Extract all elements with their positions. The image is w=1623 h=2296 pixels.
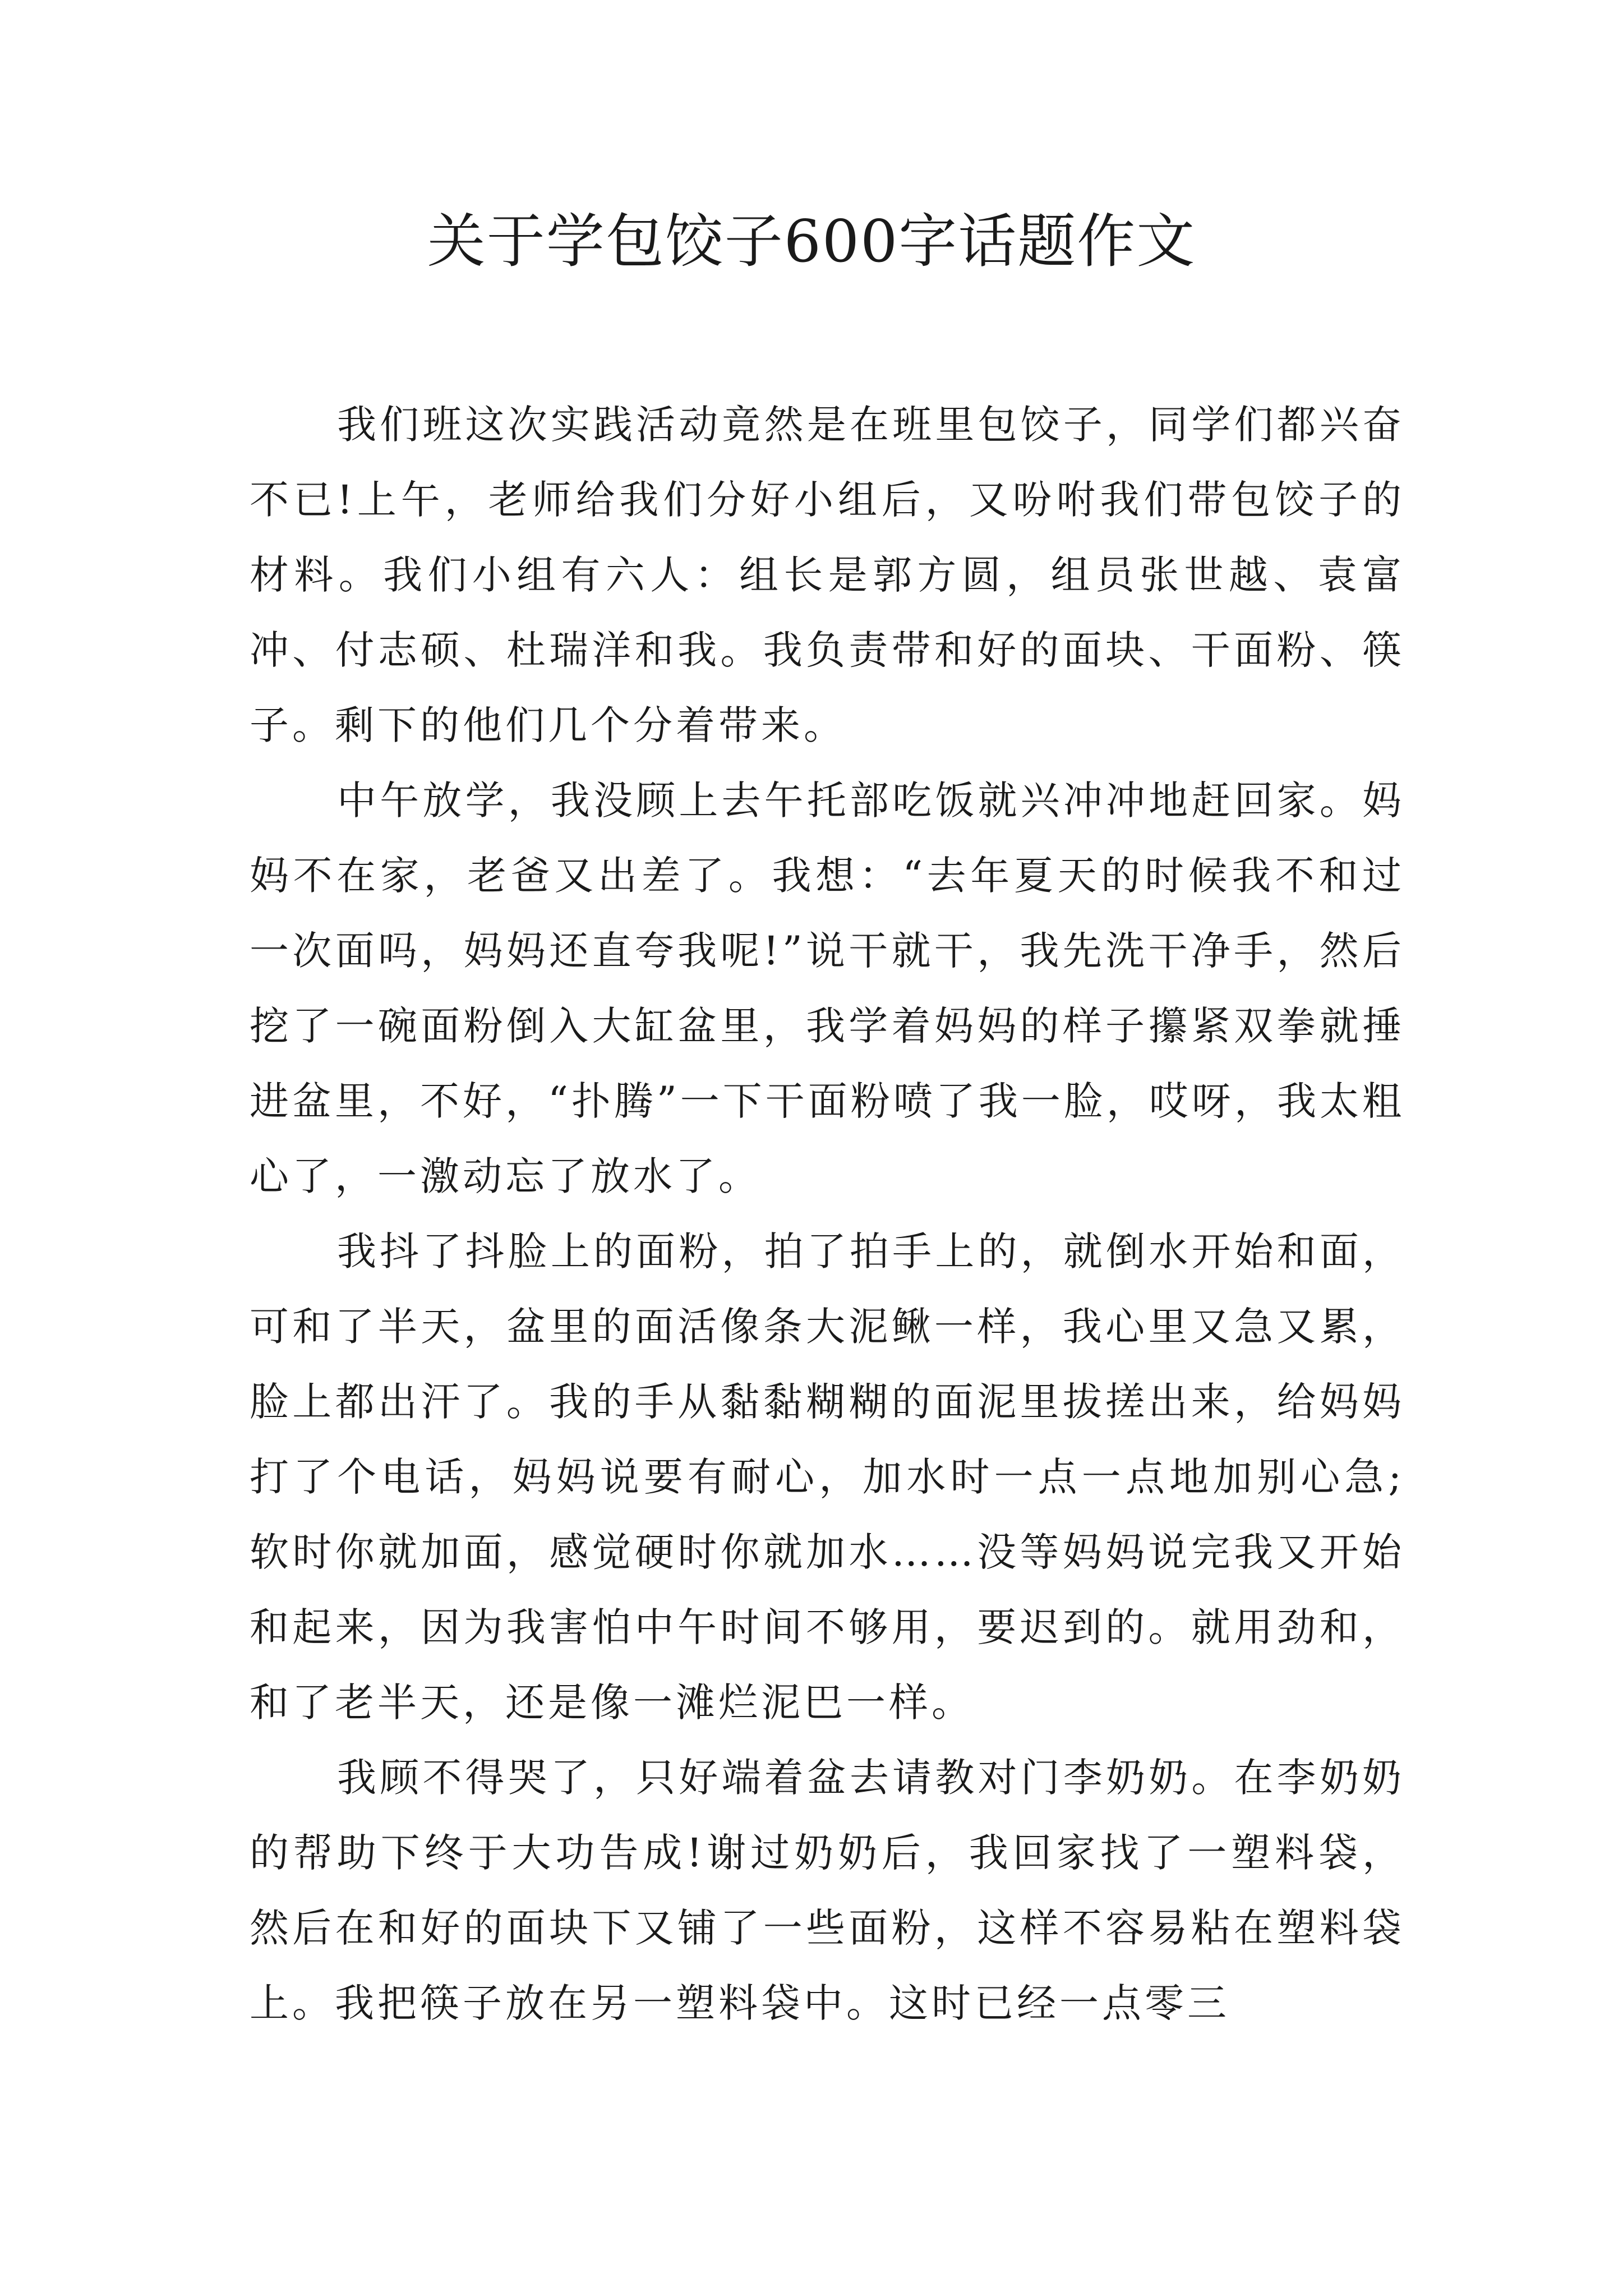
paragraph: 我顾不得哭了，只好端着盆去请教对门李奶奶。在李奶奶的帮助下终于大功告成!谢过奶奶后，我回家找了一塑料袋，然后在和好的面块下又铺了一些面粉，这样不容易粘在塑料袋上。我把筷子放在另一塑料袋中。这时已经一点零三 [250,1755,1405,2026]
document-body [250,387,1405,2041]
paragraph: 中午放学，我没顾上去午托部吃饭就兴冲冲地赶回家。妈妈不在家，老爸又出差了。我想：“去年夏天的时候我不和过一次面吗，妈妈还直夸我呢!”说干就干，我先洗干净手，然后挖了一碗面粉倒入大缸盆里，我学着妈妈的样子攥紧双拳就捶进盆里，不好，“扑腾”一下干面粉喷了我一脸，哎呀，我太粗心了，一激动忘了放水了。 [250,777,1405,1199]
paragraph: 我们班这次实践活动竟然是在班里包饺子，同学们都兴奋不已!上午，老师给我们分好小组后，又吩咐我们带包饺子的材料。我们小组有六人：组长是郭方圆，组员张世越、袁富冲、付志硕、杜瑞洋和我。我负责带和好的面块、干面粉、筷子。剩下的他们几个分着带来。 [250,402,1405,748]
paragraph: 我抖了抖脸上的面粉，拍了拍手上的，就倒水开始和面，可和了半天，盆里的面活像条大泥鳅一样，我心里又急又累，脸上都出汗了。我的手从黏黏糊糊的面泥里拔搓出来，给妈妈打了个电话，妈妈说要有耐心，加水时一点一点地加别心急;软时你就加面，感觉硬时你就加水……没等妈妈说完我又开始和起来，因为我害怕中午时间不够用，要迟到的。就用劲和，和了老半天，还是像一滩烂泥巴一样。 [250,1228,1405,1726]
document-title: 关于学包饺子600字话题作文 [427,207,1196,275]
